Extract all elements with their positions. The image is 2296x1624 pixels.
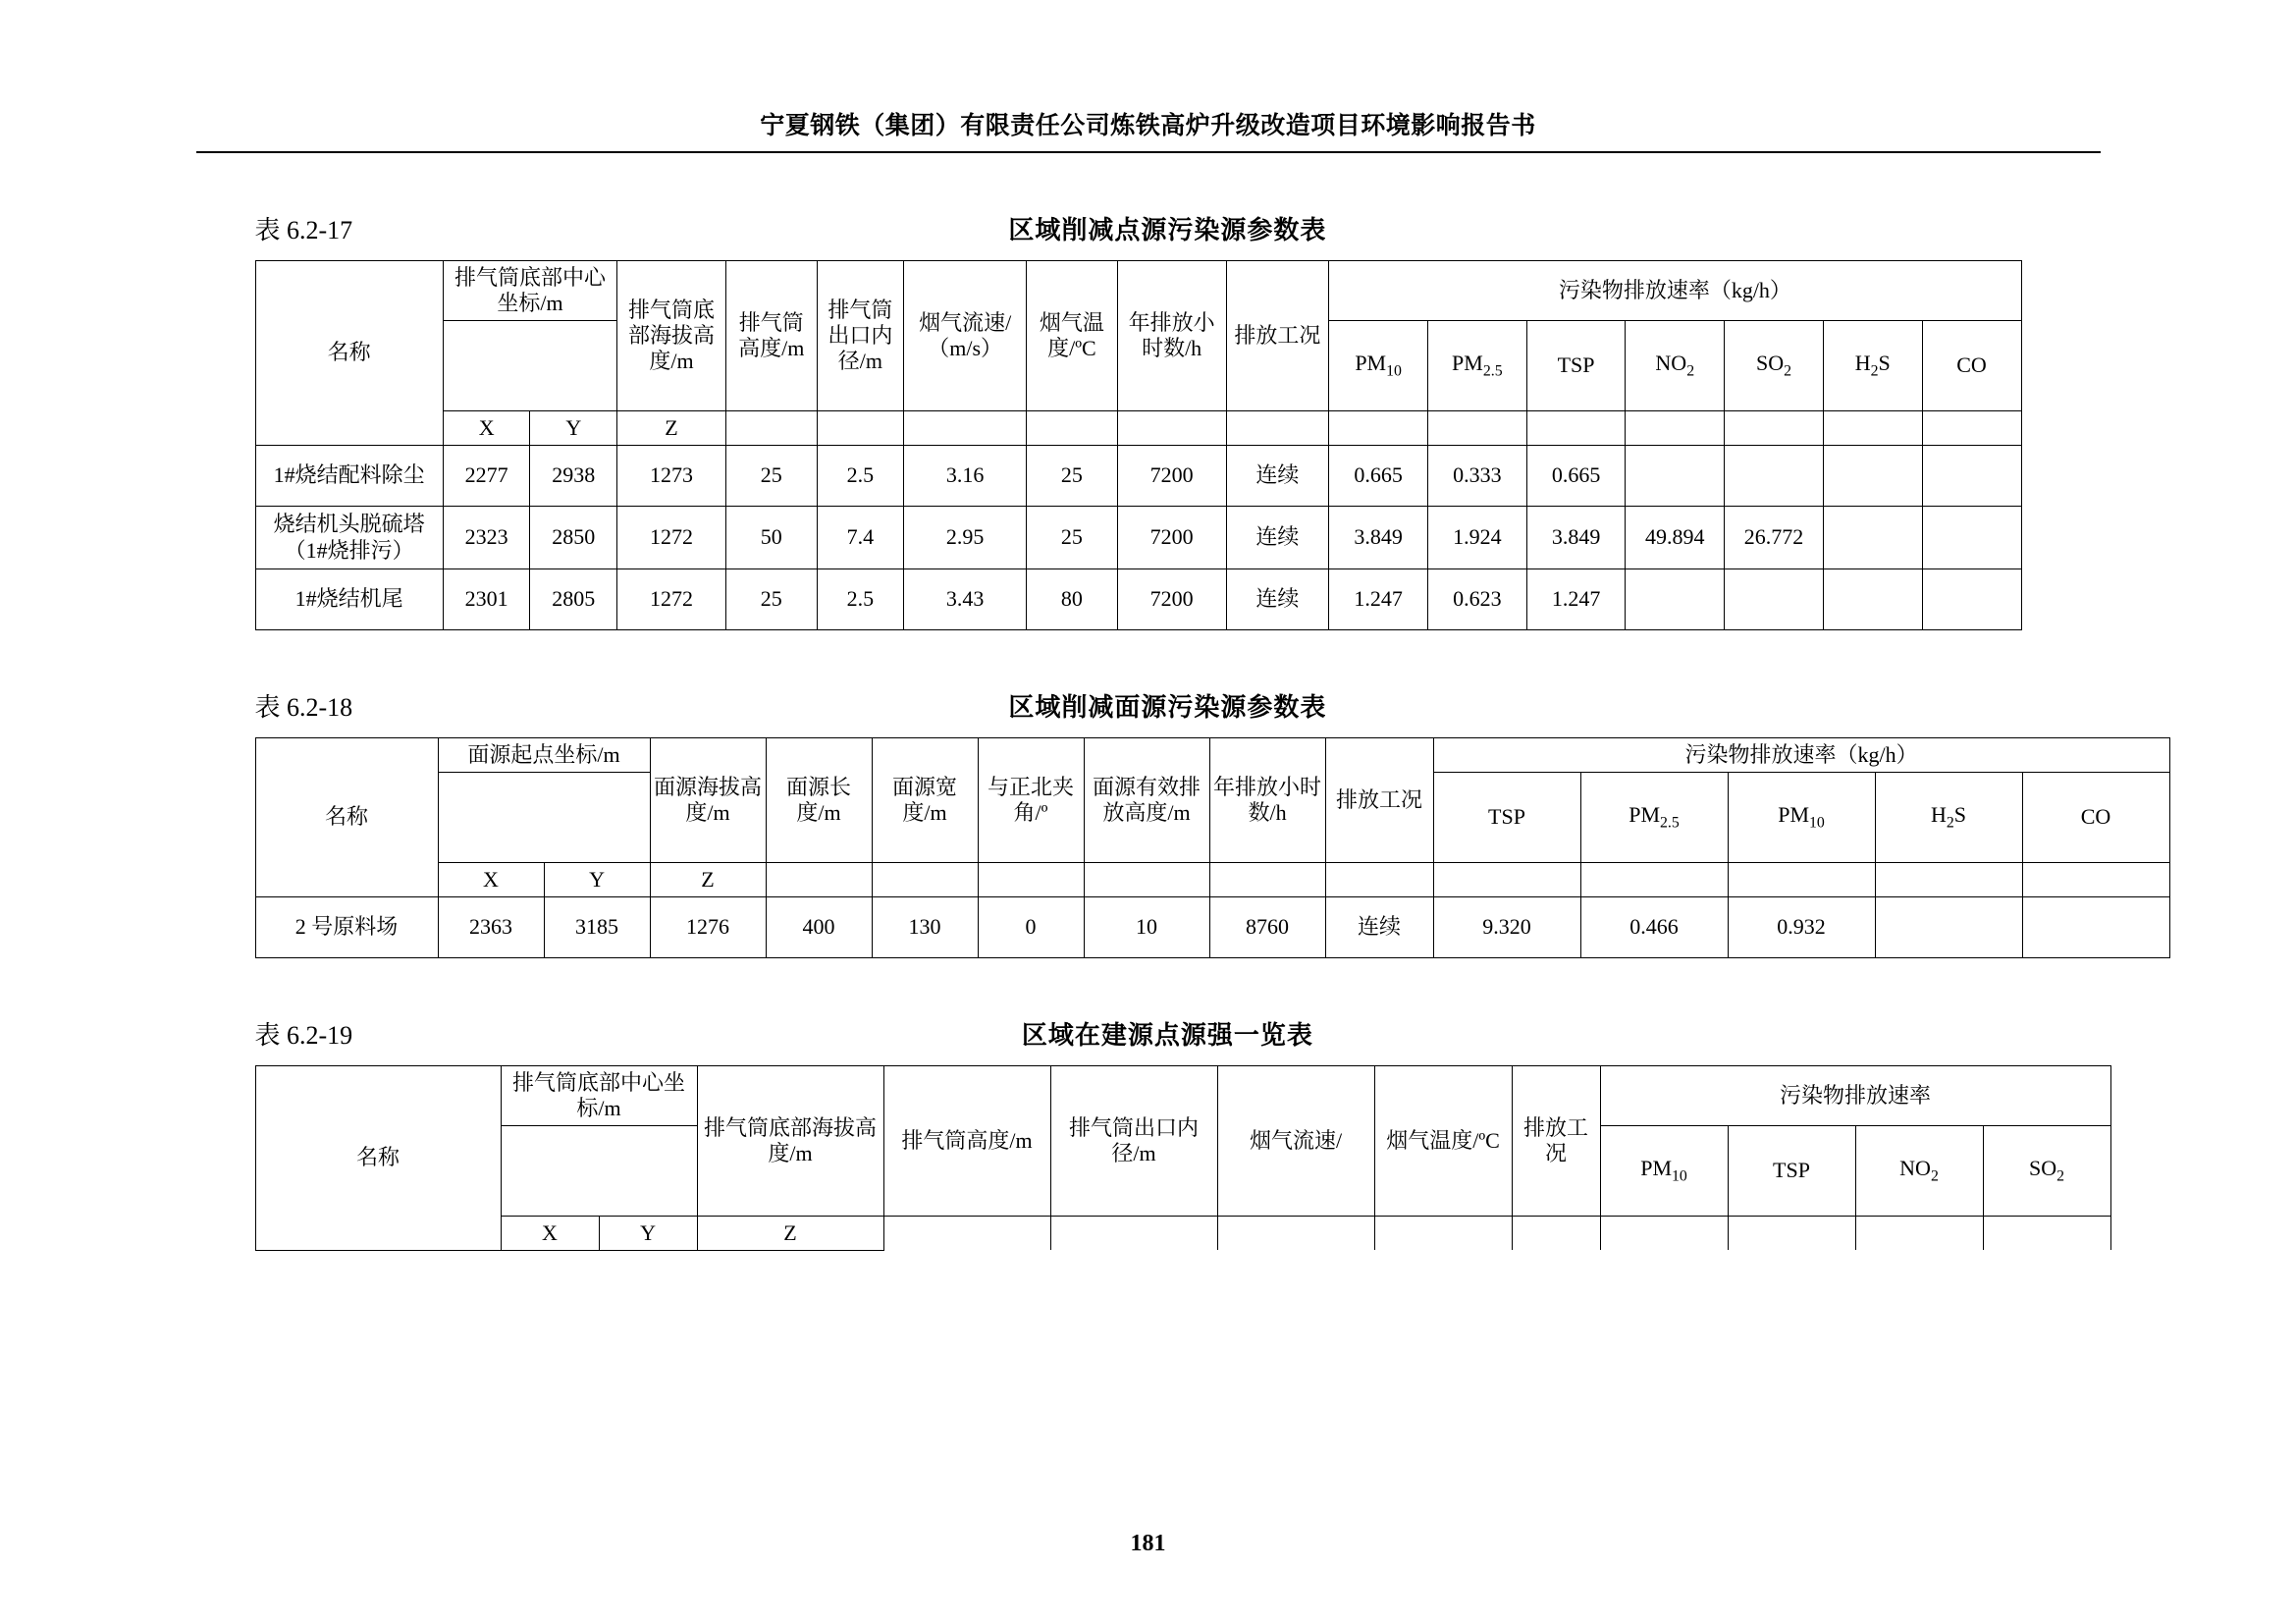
th-gas-temp: 烟气温度/ºC [1027,261,1118,411]
th-gas-velocity: 烟气流速/（m/s） [904,261,1027,411]
cell-co [1922,568,2021,629]
th-tsp: TSP [1728,1125,1855,1216]
cell-name: 烧结机头脱硫塔（1#烧排污） [255,506,443,568]
table-label: 表 6.2-18 [254,692,353,722]
cell-co [1922,506,2021,568]
th-rate-group: 污染物排放速率（kg/h） [1433,737,2169,772]
cell-annual-hours: 7200 [1117,445,1226,506]
cell-pm25: 0.333 [1427,445,1526,506]
cell-y: 2805 [530,568,617,629]
cell-x: 2363 [438,896,544,957]
page-number: 181 [1130,1531,1166,1556]
cell-h2s [1875,896,2022,957]
cell-y: 3185 [544,896,650,957]
cell-x: 2301 [443,568,530,629]
cell-outlet-diameter: 2.5 [817,445,904,506]
cell-name: 1#烧结配料除尘 [255,445,443,506]
cell-tsp: 1.247 [1526,568,1626,629]
th-so2: $SO_2$ [1725,320,1824,410]
table-under-construction-source [255,1065,2111,1251]
cell-outlet-diameter: 7.4 [817,506,904,568]
cell-x: 2277 [443,445,530,506]
cell-no2 [1626,568,1725,629]
cell-emission-regime: 连续 [1226,568,1329,629]
cell-no2: 49.894 [1626,506,1725,568]
cell-pm25: 1.924 [1427,506,1526,568]
page-content [196,210,2111,1251]
th-name: 名称 [255,737,438,896]
cell-annual-hours: 7200 [1117,568,1226,629]
th-x: X [443,410,530,445]
cell-stack-height: 50 [725,506,817,568]
cell-annual-hours: 7200 [1117,506,1226,568]
cell-pm10: 1.247 [1329,568,1428,629]
page-header [196,0,2101,153]
table-title: 区域削减点源污染源参数表 [1008,216,1327,244]
cell-tsp: 9.320 [1433,896,1580,957]
th-altitude: 面源海拔高度/m [650,737,766,862]
th-no2: $NO_2$ [1626,320,1725,410]
cell-north-angle: 0 [978,896,1084,957]
cell-stack-height: 25 [725,445,817,506]
cell-z: 1272 [617,506,726,568]
cell-length: 400 [766,896,872,957]
table-caption-6-2-19 [196,1015,2101,1052]
cell-x: 2323 [443,506,530,568]
th-outlet-diameter: 排气筒出口内径/m [817,261,904,411]
th-z: Z [650,862,766,896]
table-row [255,896,2169,957]
th-co: CO [2022,772,2169,862]
th-x: X [438,862,544,896]
cell-co [1922,445,2021,506]
th-pm10: $PM_{10}$ [1329,320,1428,410]
th-rate-group: 污染物排放速率 [1600,1065,2110,1125]
table-row [255,568,2021,629]
th-z: Z [697,1216,883,1250]
cell-gas-temp: 80 [1027,568,1118,629]
th-effective-height: 面源有效排放高度/m [1084,737,1209,862]
cell-tsp: 3.849 [1526,506,1626,568]
th-pm10: $PM_{10}$ [1728,772,1875,862]
th-outlet-diameter: 排气筒出口内径/m [1050,1065,1217,1216]
cell-no2 [1626,445,1725,506]
cell-z: 1276 [650,896,766,957]
table-row [255,506,2021,568]
th-stack-height: 排气筒高度/m [725,261,817,411]
cell-emission-regime: 连续 [1226,445,1329,506]
th-annual-hours: 年排放小时数/h [1209,737,1325,862]
th-z: Z [617,410,726,445]
cell-name: 2 号原料场 [255,896,438,957]
cell-co [2022,896,2169,957]
cell-annual-hours: 8760 [1209,896,1325,957]
cell-tsp: 0.665 [1526,445,1626,506]
cell-emission-regime: 连续 [1325,896,1433,957]
cell-width: 130 [872,896,978,957]
table-label: 表 6.2-19 [254,1020,353,1050]
cell-pm10: 3.849 [1329,506,1428,568]
th-stack-height: 排气筒高度/m [883,1065,1050,1216]
cell-y: 2938 [530,445,617,506]
th-h2s: $H_2S$ [1875,772,2022,862]
table-title: 区域削减面源污染源参数表 [1008,692,1327,722]
th-annual-hours: 年排放小时数/h [1117,261,1226,411]
cell-y: 2850 [530,506,617,568]
cell-pm10: 0.665 [1329,445,1428,506]
th-altitude: 排气筒底部海拔高度/m [697,1065,883,1216]
header-divider [196,151,2101,153]
th-y: Y [530,410,617,445]
cell-z: 1273 [617,445,726,506]
th-emission-regime: 排放工况 [1512,1065,1600,1216]
report-title: 宁夏钢铁（集团）有限责任公司炼铁高炉升级改造项目环境影响报告书 [760,113,1536,139]
th-tsp: TSP [1433,772,1580,862]
cell-so2 [1725,568,1824,629]
th-no2: $NO_2$ [1855,1125,1983,1216]
cell-so2 [1725,445,1824,506]
th-coord-group: 排气筒底部中心坐标/m [501,1065,697,1125]
th-rate-group: 污染物排放速率（kg/h） [1329,261,2021,321]
th-so2: $SO_2$ [1983,1125,2110,1216]
cell-gas-temp: 25 [1027,445,1118,506]
cell-so2: 26.772 [1725,506,1824,568]
cell-outlet-diameter: 2.5 [817,568,904,629]
th-gas-temp: 烟气温度/ºC [1374,1065,1512,1216]
th-emission-regime: 排放工况 [1325,737,1433,862]
th-co: CO [1922,320,2021,410]
th-gas-velocity: 烟气流速/ [1217,1065,1374,1216]
table-title: 区域在建源点源强一览表 [1021,1020,1313,1050]
table-area-source-reduction [255,737,2170,958]
table-point-source-reduction [255,260,2022,630]
cell-z: 1272 [617,568,726,629]
th-h2s: $H_2S$ [1823,320,1922,410]
th-tsp: TSP [1526,320,1626,410]
th-pm25: $PM_{2.5}$ [1580,772,1728,862]
th-coord-group: 排气筒底部中心坐标/m [443,261,616,321]
table-caption-6-2-18 [196,687,2101,724]
th-pm25: $PM_{2.5}$ [1427,320,1526,410]
cell-h2s [1823,445,1922,506]
cell-h2s [1823,568,1922,629]
cell-gas-velocity: 3.16 [904,445,1027,506]
cell-h2s [1823,506,1922,568]
th-altitude: 排气筒底部海拔高度/m [617,261,726,411]
cell-stack-height: 25 [725,568,817,629]
cell-name: 1#烧结机尾 [255,568,443,629]
cell-gas-velocity: 2.95 [904,506,1027,568]
th-pm10: $PM_{10}$ [1600,1125,1728,1216]
table-row [255,445,2021,506]
th-width: 面源宽度/m [872,737,978,862]
th-x: X [501,1216,599,1250]
th-y: Y [599,1216,697,1250]
th-emission-regime: 排放工况 [1226,261,1329,411]
table-label: 表 6.2-17 [254,216,353,244]
th-coord-group: 面源起点坐标/m [438,737,650,772]
cell-pm25: 0.466 [1580,896,1728,957]
th-name: 名称 [255,261,443,446]
th-y: Y [544,862,650,896]
th-length: 面源长度/m [766,737,872,862]
cell-effective-height: 10 [1084,896,1209,957]
cell-pm10: 0.932 [1728,896,1875,957]
th-north-angle: 与正北夹角/º [978,737,1084,862]
table-caption-6-2-17 [196,210,2101,246]
cell-emission-regime: 连续 [1226,506,1329,568]
th-name: 名称 [255,1065,501,1250]
cell-gas-temp: 25 [1027,506,1118,568]
cell-pm25: 0.623 [1427,568,1526,629]
cell-gas-velocity: 3.43 [904,568,1027,629]
